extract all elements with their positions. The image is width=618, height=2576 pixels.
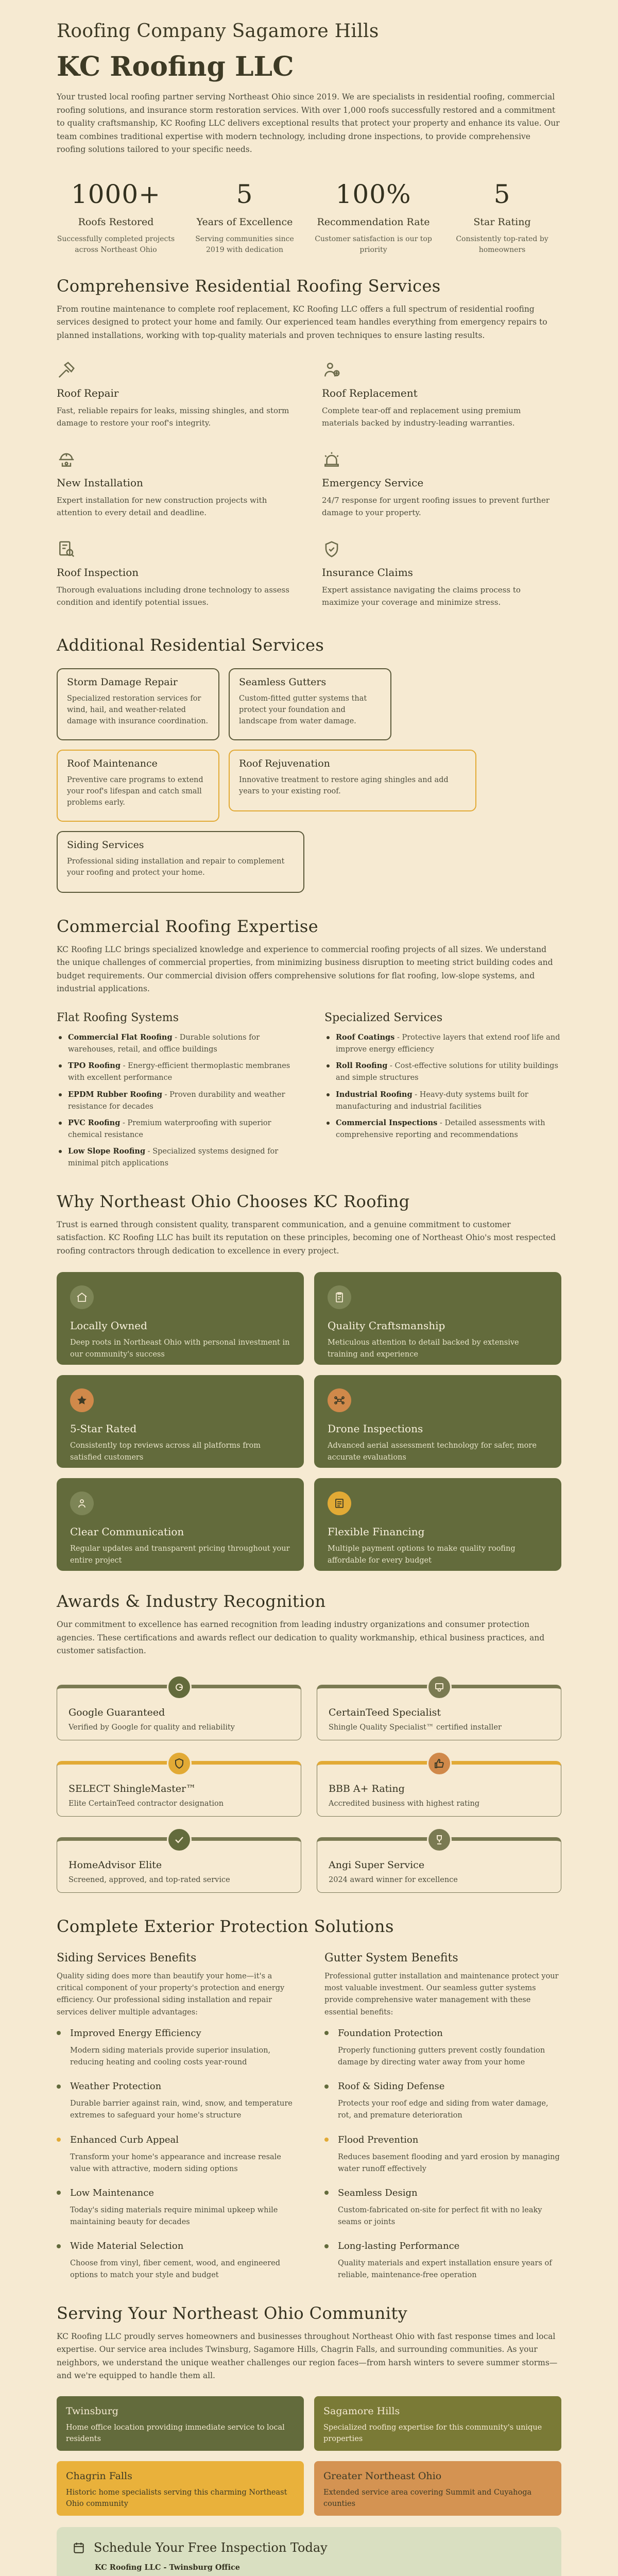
award-desc: 2024 award winner for excellence xyxy=(329,1876,458,1884)
stat-sub: Serving communities since 2019 with dedication xyxy=(195,234,294,254)
why-card-title: Clear Communication xyxy=(70,1526,184,1538)
exterior-columns xyxy=(57,1952,561,2294)
area-title: Chagrin Falls xyxy=(66,2470,132,2482)
flat-roofing-column xyxy=(57,1011,294,1174)
stats-row xyxy=(57,179,561,256)
awards-intro: Our commitment to excellence has earned recognition from leading industry organizations and consumer protection agencies. These certifications and awards reflect our dedication to quality workmanship, ethical business practices, and customer satisfaction. xyxy=(57,1620,545,1656)
area-title: Twinsburg xyxy=(66,2405,118,2417)
additional-title: Additional Residential Services xyxy=(57,635,324,655)
benefit-item: Enhanced Curb Appeal Transform your home's appearance and increase resale value with attractive, modern siding options xyxy=(57,2134,294,2175)
award-homeadvisor xyxy=(57,1837,301,1893)
award-google-guaranteed xyxy=(57,1685,301,1740)
service-desc: Thorough evaluations including drone technology to assess condition and identify potential issues. xyxy=(57,585,289,607)
area-twinsburg xyxy=(57,2396,304,2451)
area-desc: Extended service area covering Summit and Cuyahoga counties xyxy=(323,2488,532,2509)
awards-grid xyxy=(57,1685,561,1893)
chat-icon xyxy=(70,1492,94,1515)
stat-sub: Customer satisfaction is our top priority xyxy=(315,234,432,254)
benefit-item: Low Maintenance Today's siding materials require minimal upkeep while maintaining beauty for decades xyxy=(57,2188,294,2228)
column-title: Siding Services Benefits xyxy=(57,1952,197,1964)
service-title: Roof Inspection xyxy=(57,566,139,579)
service-new-installation xyxy=(57,450,296,519)
additional-card-gutters[interactable] xyxy=(229,668,391,740)
schedule-box xyxy=(57,2527,561,2576)
why-card-title: Locally Owned xyxy=(70,1319,147,1332)
service-desc: 24/7 response for urgent roofing issues to prevent further damage to your property. xyxy=(322,495,550,517)
service-desc: Expert assistance navigating the claims process to maximize your coverage and minimize stress. xyxy=(322,585,521,607)
siding-column xyxy=(57,1952,294,2294)
drone-icon xyxy=(328,1388,351,1412)
inspection-icon xyxy=(57,539,76,559)
why-card-title: 5-Star Rated xyxy=(70,1422,137,1435)
service-title: Roof Replacement xyxy=(322,386,418,399)
card-desc: Preventive care programs to extend your roof's lifespan and catch small problems early. xyxy=(67,775,203,807)
award-title: HomeAdvisor Elite xyxy=(68,1859,162,1871)
card-desc: Specialized restoration services for wind, hail, and weather-related damage with insurance coordination. xyxy=(67,694,209,726)
benefit-item: Foundation Protection Properly functioning gutters prevent costly foundation damage by directing water away from your home xyxy=(324,2028,561,2069)
area-sagamore-hills xyxy=(314,2396,561,2451)
exterior-title: Complete Exterior Protection Solutions xyxy=(57,1917,394,1936)
serving-title: Serving Your Northeast Ohio Community xyxy=(57,2303,408,2323)
why-card-drone xyxy=(314,1375,561,1468)
google-badge-icon xyxy=(167,1675,192,1700)
worker-icon xyxy=(322,360,341,380)
residential-intro: From routine maintenance to complete roof replacement, KC Roofing LLC offers a full spectrum of residential roofing services designed to protect your home and family. Our experienced team handles everything from emergency repairs to planned installations, working with top-quality materials and proven techniques to ensure lasting results. xyxy=(57,304,547,340)
service-areas xyxy=(57,2396,561,2516)
list-item: Low Slope Roofing - Specialized systems designed for minimal pitch applications xyxy=(57,1145,294,1170)
stat-years xyxy=(185,179,304,256)
residential-title: Comprehensive Residential Roofing Services xyxy=(57,276,441,296)
why-card-financing xyxy=(314,1478,561,1571)
award-desc: Elite CertainTeed contractor designation xyxy=(68,1800,224,1808)
checkmark-icon xyxy=(167,1827,192,1852)
dollar-icon xyxy=(328,1492,351,1515)
why-card-title: Quality Craftsmanship xyxy=(328,1319,445,1332)
office-name: KC Roofing LLC - Twinsburg Office xyxy=(95,2563,241,2572)
service-title: Emergency Service xyxy=(322,476,424,489)
shield-icon xyxy=(322,539,341,559)
why-intro: Trust is earned through consistent quality, transparent communication, and a genuine commitment to customer satisfaction. KC Roofing LLC has built its reputation on these principles, becoming one of Northeast Ohio's most respected roofing contractors through dedication to excellence in every project. xyxy=(57,1219,556,1256)
awards-title: Awards & Industry Recognition xyxy=(57,1591,326,1612)
card-title: Seamless Gutters xyxy=(239,676,327,688)
area-title: Sagamore Hills xyxy=(323,2405,400,2417)
service-inspection xyxy=(57,539,296,608)
why-card-title: Flexible Financing xyxy=(328,1526,425,1538)
benefit-item: Roof & Siding Defense Protects your roof edge and siding from water damage, rot, and premature deterioration xyxy=(324,2081,561,2122)
area-desc: Specialized roofing expertise for this community's unique properties xyxy=(323,2423,542,2444)
area-desc: Home office location providing immediate service to local residents xyxy=(66,2423,285,2444)
why-card-locally-owned xyxy=(57,1272,304,1365)
card-desc: Innovative treatment to restore aging shingles and add years to your existing roof. xyxy=(239,775,449,795)
why-card-desc: Multiple payment options to make quality roofing affordable for every budget xyxy=(328,1545,516,1565)
award-desc: Accredited business with highest rating xyxy=(329,1800,480,1808)
why-title: Why Northeast Ohio Chooses KC Roofing xyxy=(57,1191,410,1211)
specialized-column xyxy=(324,1011,561,1174)
gutter-column xyxy=(324,1952,561,2294)
area-desc: Historic home specialists serving this charming Northeast Ohio community xyxy=(66,2488,287,2509)
stat-number: 5 xyxy=(493,179,511,209)
alarm-icon xyxy=(322,450,341,469)
residential-services xyxy=(57,360,561,608)
list-item: Industrial Roofing - Heavy-duty systems built for manufacturing and industrial facilities xyxy=(324,1089,561,1113)
why-card-title: Drone Inspections xyxy=(328,1422,423,1435)
additional-card-storm[interactable] xyxy=(57,668,219,740)
stat-label: Star Rating xyxy=(473,216,531,228)
stat-recommendation xyxy=(314,179,433,256)
award-select-shinglemaster xyxy=(57,1761,301,1817)
service-desc: Fast, reliable repairs for leaks, missing shingles, and storm damage to restore your roof's integrity. xyxy=(57,405,289,428)
benefit-item: Weather Protection Durable barrier against rain, wind, snow, and temperature extremes to safeguard your home's structure xyxy=(57,2081,294,2122)
home-icon xyxy=(70,1285,94,1309)
benefit-item: Improved Energy Efficiency Modern siding materials provide superior insulation, reducing heating and cooling costs year-round xyxy=(57,2028,294,2069)
service-insurance xyxy=(322,539,561,608)
card-desc: Custom-fitted gutter systems that protect your foundation and landscape from water damage. xyxy=(239,694,367,726)
card-title: Siding Services xyxy=(67,839,144,851)
area-greater-ne-ohio xyxy=(314,2461,561,2516)
award-title: BBB A+ Rating xyxy=(329,1783,405,1794)
shield-star-icon xyxy=(167,1751,192,1776)
trophy-icon xyxy=(427,1827,452,1852)
card-title: Roof Maintenance xyxy=(67,757,158,769)
stat-rating xyxy=(443,179,561,256)
list-item: Commercial Flat Roofing - Durable solutions for warehouses, retail, and office buildings xyxy=(57,1031,294,1056)
list-item: Roll Roofing - Cost-effective solutions for utility buildings and simple structures xyxy=(324,1060,561,1084)
stat-number: 100% xyxy=(335,179,411,209)
list-item: Commercial Inspections - Detailed assessments with comprehensive reporting and recommendations xyxy=(324,1117,561,1141)
column-title: Flat Roofing Systems xyxy=(57,1011,179,1024)
award-desc: Shingle Quality Specialist™ certified installer xyxy=(329,1723,502,1732)
award-desc: Verified by Google for quality and reliability xyxy=(68,1723,235,1732)
area-title: Greater Northeast Ohio xyxy=(323,2470,442,2482)
service-roof-repair xyxy=(57,360,296,429)
schedule-title: Schedule Your Free Inspection Today xyxy=(94,2540,328,2555)
benefit-item: Long-lasting Performance Quality materials and expert installation ensure years of reliable, maintenance-free operation xyxy=(324,2241,561,2281)
list-item: TPO Roofing - Energy-efficient thermoplastic membranes with excellent performance xyxy=(57,1060,294,1084)
additional-card-maintenance[interactable] xyxy=(57,750,219,822)
area-chagrin-falls xyxy=(57,2461,304,2516)
why-grid xyxy=(57,1272,561,1571)
stat-sub: Consistently top-rated by homeowners xyxy=(456,234,548,254)
commercial-intro: KC Roofing LLC brings specialized knowledge and experience to commercial roofing projects of all sizes. We understand the unique challenges of commercial properties, from minimizing business disruption to meeting strict building codes and budget requirements. Our commercial division offers comprehensive solutions for flat roofing, low-slope systems, and industrial applications. xyxy=(57,944,553,994)
card-title: Storm Damage Repair xyxy=(67,676,178,688)
stat-number: 5 xyxy=(236,179,253,209)
list-item: PVC Roofing - Premium waterproofing with superior chemical resistance xyxy=(57,1117,294,1141)
stat-label: Years of Excellence xyxy=(196,216,293,228)
intro-paragraph: Your trusted local roofing partner serving Northeast Ohio since 2019. We are specialists in residential roofing, commercial roofing solutions, and insurance storm restoration services. With over 1,000 roofs successfully restored and a commitment to quality craftsmanship, KC Roofing LLC delivers exceptional results that protect your property and enhance its value. Our team combines traditional expertise with modern technology, including drone inspections, to provide comprehensive roofing solutions tailored to your specific needs. xyxy=(57,92,560,155)
additional-card-siding[interactable] xyxy=(57,831,304,893)
why-card-desc: Advanced aerial assessment technology for safer, more accurate evaluations xyxy=(328,1442,537,1462)
hardhat-icon xyxy=(57,450,76,469)
award-angi xyxy=(317,1837,561,1893)
award-title: Angi Super Service xyxy=(329,1859,425,1871)
service-title: Roof Repair xyxy=(57,386,119,399)
additional-card-rejuvenation[interactable] xyxy=(229,750,476,811)
card-title: Roof Rejuvenation xyxy=(239,757,330,769)
service-desc: Complete tear-off and replacement using premium materials backed by industry-leading warranties. xyxy=(322,405,521,428)
column-title: Gutter System Benefits xyxy=(324,1952,458,1964)
clipboard-icon xyxy=(328,1285,351,1309)
service-title: New Installation xyxy=(57,476,143,489)
specialized-list xyxy=(324,1031,561,1142)
stat-label: Roofs Restored xyxy=(78,216,154,228)
why-card-desc: Deep roots in Northeast Ohio with personal investment in our community's success xyxy=(70,1338,290,1359)
why-card-desc: Meticulous attention to detail backed by extensive training and experience xyxy=(328,1338,519,1359)
award-certainteed xyxy=(317,1685,561,1740)
award-title: CertainTeed Specialist xyxy=(329,1707,441,1718)
serving-intro: KC Roofing LLC proudly serves homeowners and businesses throughout Northeast Ohio with fast response times and local expertise. Our service area includes Twinsburg, Sagamore Hills, Chagrin Falls, and surrounding communities. As your neighbors, we understand the unique weather challenges our region faces—from harsh winters to severe summer storms—and we're equipped to handle them all. xyxy=(57,2331,558,2381)
list-item: EPDM Rubber Roofing - Proven durability and weather resistance for decades xyxy=(57,1089,294,1113)
award-title: Google Guaranteed xyxy=(68,1707,165,1718)
certificate-icon xyxy=(427,1675,452,1700)
column-intro: Professional gutter installation and maintenance protect your most valuable investment. Our seamless gutter systems provide comprehensive water management with these essential benefits: xyxy=(324,1972,559,2016)
benefit-item: Seamless Design Custom-fabricated on-site for perfect fit with no leaky seams or joints xyxy=(324,2188,561,2228)
why-card-desc: Consistently top reviews across all platforms from satisfied customers xyxy=(70,1442,261,1462)
benefit-item: Flood Prevention Reduces basement flooding and yard erosion by managing water runoff effectively xyxy=(324,2134,561,2175)
thumbs-up-icon xyxy=(427,1751,452,1776)
list-item: Roof Coatings - Protective layers that extend roof life and improve energy efficiency xyxy=(324,1031,561,1056)
calendar-icon xyxy=(72,2541,85,2554)
why-card-desc: Regular updates and transparent pricing throughout your entire project xyxy=(70,1545,290,1565)
additional-services xyxy=(57,668,561,893)
column-title: Specialized Services xyxy=(324,1011,443,1024)
award-title: SELECT ShingleMaster™ xyxy=(68,1783,196,1794)
commercial-columns xyxy=(57,1011,561,1174)
commercial-title: Commercial Roofing Expertise xyxy=(57,916,319,936)
service-desc: Expert installation for new construction projects with attention to every detail and deadline. xyxy=(57,495,267,517)
column-intro: Quality siding does more than beautify your home—it's a critical component of your property's protection and energy efficiency. Our professional siding installation and repair services deliver multiple advantages: xyxy=(57,1972,285,2016)
service-emergency xyxy=(322,450,561,519)
stat-roofs xyxy=(57,179,175,256)
star-icon xyxy=(70,1388,94,1412)
stat-number: 1000+ xyxy=(71,179,161,209)
company-name: KC Roofing LLC xyxy=(57,51,294,82)
stat-sub: Successfully completed projects across Northeast Ohio xyxy=(57,234,175,254)
service-roof-replacement xyxy=(322,360,561,429)
why-card-craftsmanship xyxy=(314,1272,561,1365)
service-title: Insurance Claims xyxy=(322,566,413,579)
site-name: Roofing Company Sagamore Hills xyxy=(57,21,379,42)
award-bbb xyxy=(317,1761,561,1817)
why-card-communication xyxy=(57,1478,304,1571)
award-desc: Screened, approved, and top-rated service xyxy=(68,1876,230,1884)
hammer-icon xyxy=(57,360,76,380)
flat-roofing-list xyxy=(57,1031,294,1170)
benefit-item: Wide Material Selection Choose from vinyl, fiber cement, wood, and engineered options to match your style and budget xyxy=(57,2241,294,2281)
stat-label: Recommendation Rate xyxy=(317,216,430,228)
why-card-five-star xyxy=(57,1375,304,1468)
card-desc: Professional siding installation and repair to complement your roofing and protect your home. xyxy=(67,857,285,877)
